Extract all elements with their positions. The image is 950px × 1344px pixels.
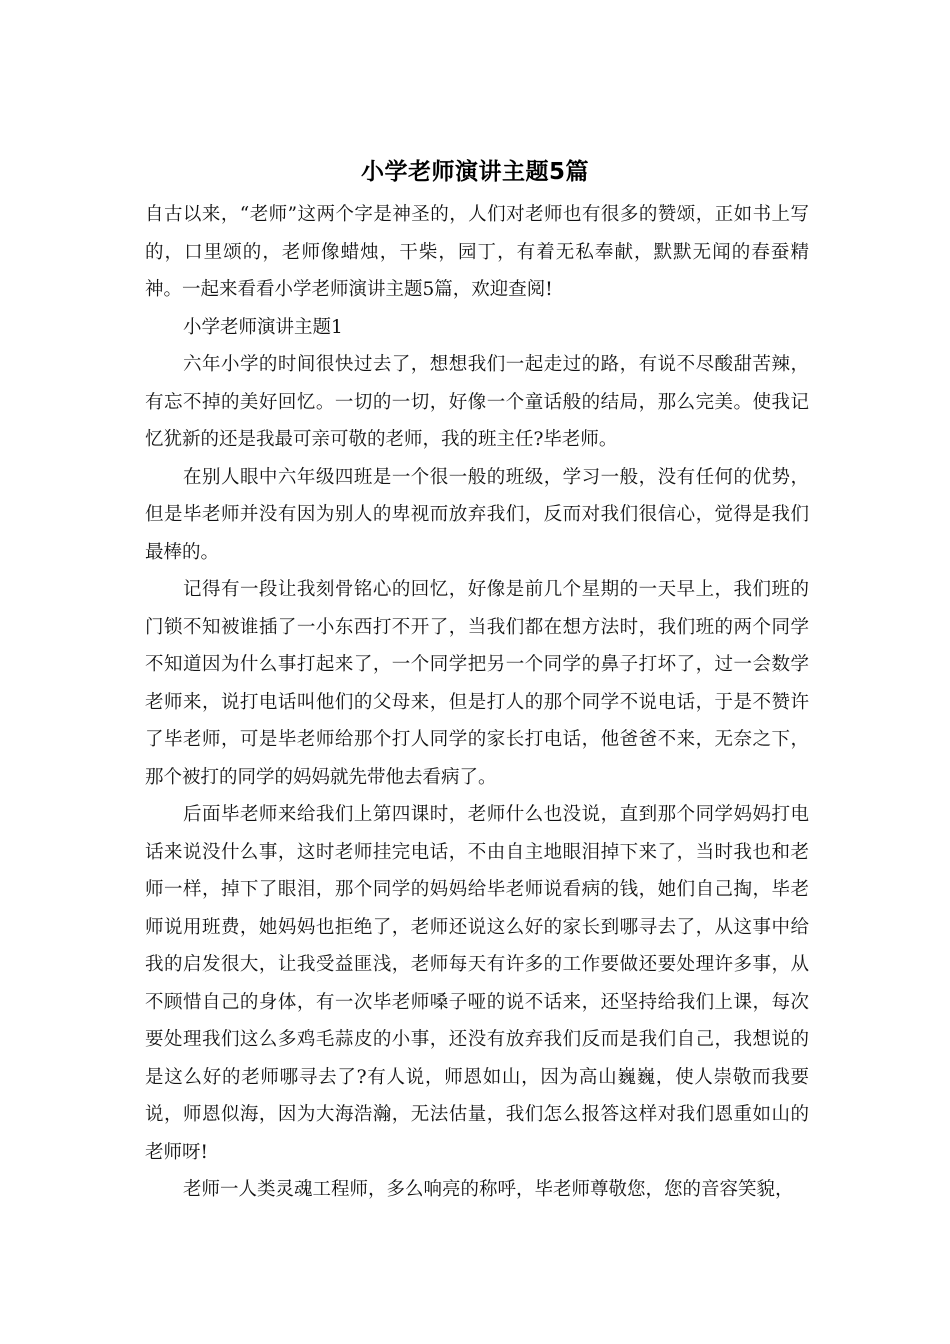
document-body: [145, 196, 809, 1209]
paragraph-intro: 自古以来，“老师”这两个字是神圣的，人们对老师也有很多的赞颂，正如书上写的，口里颂的，老师像蜡烛，干柴，园丁，有着无私奉献，默默无闻的春蚕精神。一起来看看小学老师演讲主题5篇，欢迎查阅!: [145, 204, 809, 300]
section-heading: 小学老师演讲主题1: [183, 316, 343, 338]
paragraph: 记得有一段让我刻骨铭心的回忆，好像是前几个星期的一天早上，我们班的门锁不知被谁插了一小东西打不开了，当我们都在想方法时，我们班的两个同学不知道因为什么事打起来了，一个同学把另一个同学的鼻子打坏了，过一会数学老师来，说打电话叫他们的父母来，但是打人的那个同学不说电话，于是不赞许了毕老师，可是毕老师给那个打人同学的家长打电话，他爸爸不来，无奈之下，那个被打的同学的妈妈就先带他去看病了。: [145, 579, 809, 788]
paragraph: 老师一人类灵魂工程师，多么响亮的称呼，毕老师尊敬您，您的音容笑貌，: [183, 1179, 794, 1200]
paragraph: 在别人眼中六年级四班是一个很一般的班级，学习一般，没有任何的优势，但是毕老师并没有因为别人的卑视而放弃我们，反而对我们很信心，觉得是我们最棒的。: [145, 466, 809, 563]
document-title: 小学老师演讲主题5篇: [360, 159, 589, 185]
paragraph: 六年小学的时间很快过去了，想想我们一起走过的路，有说不尽酸甜苦辣，有忘不掉的美好回忆。一切的一切，好像一个童话般的结局，那么完美。使我记忆犹新的还是我最可亲可敬的老师，我的班主任?毕老师。: [145, 354, 809, 450]
paragraph: 后面毕老师来给我们上第四课时，老师什么也没说，直到那个同学妈妈打电话来说没什么事，这时老师挂完电话，不由自主地眼泪掉下来了，当时我也和老师一样，掉下了眼泪，那个同学的妈妈给毕老师说看病的钱，她们自己掏，毕老师说用班费，她妈妈也拒绝了，老师还说这么好的家长到哪寻去了，从这事中给我的启发很大，让我受益匪浅，老师每天有许多的工作要做还要处理许多事，从不顾惜自己的身体，有一次毕老师嗓子哑的说不话来，还坚持给我们上课，每次要处理我们这么多鸡毛蒜皮的小事，还没有放弃我们反而是我们自己，我想说的是这么好的老师哪寻去了?有人说，师恩如山，因为高山巍巍，使人崇敬而我要说，师恩似海，因为大海浩瀚，无法估量，我们怎么报答这样对我们恩重如山的老师呀!: [145, 804, 809, 1163]
